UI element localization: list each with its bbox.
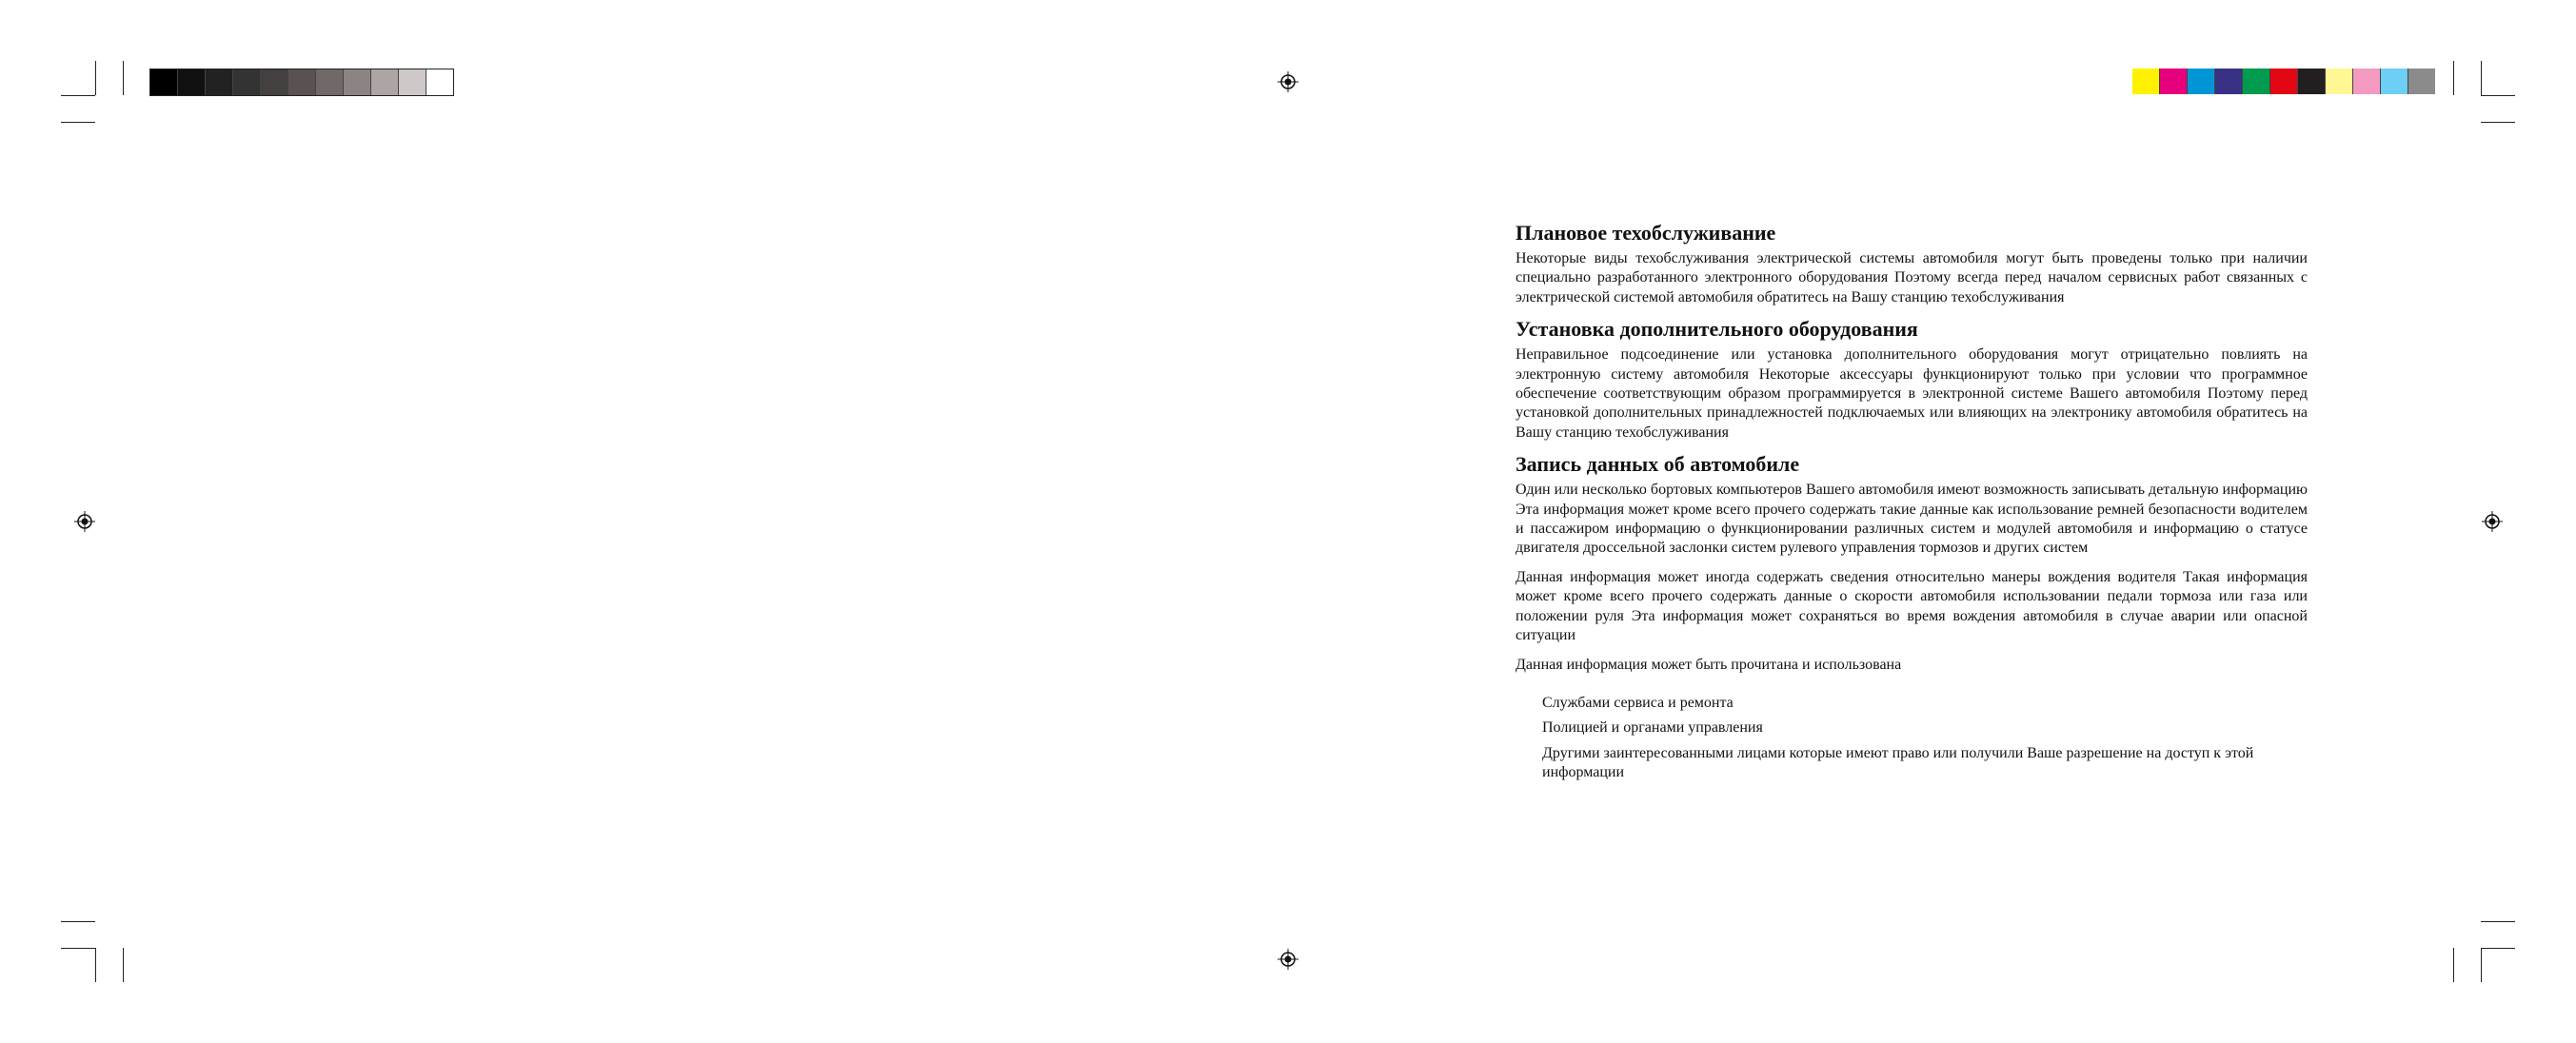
crop-mark-top-right-v2 (2453, 61, 2454, 95)
section-paragraph: Некоторые виды техобслуживания электрической системы автомобиля могут быть проведены только при наличии специально разработанного электронного оборудования Поэтому всегда перед началом сервисных работ связанных с электрической системой автомобиля обратитесь на Вашу станцию техобслуживания (1516, 250, 2308, 305)
section-paragraph: Данная информация может иногда содержать сведения относительно манеры вождения водителя Такая информация может кроме всего прочего содержать данные о скорости автомобиля использовании педали тормоза или газа или положении руля Эта информация может сохраняться во время вождения автомобиля в случае аварии или опасной ситуации (1516, 568, 2308, 644)
color-swatch (2188, 69, 2215, 94)
color-swatch (2326, 69, 2353, 94)
section-paragraph: Один или несколько бортовых компьютеров Вашего автомобиля имеют возможность записывать детальную информацию Эта информация может кроме всего прочего содержать такие данные как использование ремней безопасности водителем и пассажиром информацию о функционировании различных систем и модулей автомобиля и информацию о статусе двигателя дроссельной заслонки систем рулевого управления тормозов и других систем (1516, 482, 2308, 557)
crop-mark-bottom-left-v2 (123, 948, 124, 982)
color-swatch (2270, 69, 2298, 94)
color-swatch (2353, 69, 2381, 94)
color-swatch (2243, 69, 2270, 94)
crop-mark-top-left-v (95, 61, 96, 95)
list-item: Другими заинтересованными лицами которые имеют право или получили Ваше разрешение на доступ к этой информации (1542, 744, 2254, 781)
color-swatch (2160, 69, 2188, 94)
color-swatch (2215, 69, 2243, 94)
color-swatch (2132, 69, 2160, 94)
color-swatch (2381, 69, 2408, 94)
registration-mark-right-icon (2482, 511, 2503, 532)
registration-mark-left-icon (74, 511, 95, 532)
registration-mark-bottom-center-icon (1278, 949, 1298, 970)
section-additional-equipment (1516, 317, 2308, 443)
list-item: Службами сервиса и ремонта (1542, 694, 1734, 711)
color-calibration-bar (2132, 69, 2435, 94)
section-heading: Запись данных об автомобиле (1516, 452, 1800, 477)
crop-mark-top-right-h2 (2481, 122, 2515, 123)
gray-swatch (288, 69, 316, 95)
section-vehicle-data-recording (1516, 452, 2308, 675)
gray-swatch (399, 69, 426, 95)
section-heading: Плановое техобслуживание (1516, 221, 1776, 245)
crop-mark-bottom-left-h2 (61, 948, 95, 949)
crop-mark-top-left-v2 (123, 61, 124, 95)
crop-mark-top-left-h2 (61, 122, 95, 123)
recipients-list (1542, 694, 2308, 783)
gray-swatch (344, 69, 371, 95)
gray-swatch (371, 69, 399, 95)
crop-mark-bottom-right-v (2481, 948, 2482, 982)
crop-mark-top-right-v (2481, 61, 2482, 95)
crop-mark-top-right-h (2481, 95, 2515, 96)
list-item: Полицией и органами управления (1542, 719, 1763, 737)
crop-mark-bottom-right-h (2481, 921, 2515, 922)
gray-swatch (150, 69, 178, 95)
section-paragraph: Данная информация может быть прочитана и использована (1516, 656, 1902, 673)
color-swatch (2298, 69, 2326, 94)
page-content (1516, 221, 2308, 789)
gray-swatch (178, 69, 206, 95)
registration-mark-top-center-icon (1278, 71, 1298, 92)
crop-mark-top-left-h (61, 95, 95, 96)
crop-mark-bottom-right-v2 (2453, 948, 2454, 982)
gray-swatch (261, 69, 288, 95)
grayscale-calibration-bar (149, 69, 454, 96)
section-heading: Установка дополнительного оборудования (1516, 317, 1918, 342)
crop-mark-bottom-right-h2 (2481, 948, 2515, 949)
gray-swatch (426, 69, 453, 95)
color-swatch (2408, 69, 2435, 94)
section-maintenance (1516, 221, 2308, 307)
section-paragraph: Неправильное подсоединение или установка дополнительного оборудования могут отрицательно повлиять на электронную систему автомобиля Некоторые аксессуары функционируют только при условии что программное обеспечение соответствующим образом программируется в электронной системе Вашего автомобиля Поэтому перед установкой дополнительных принадлежностей подключаемых или влияющих на электронику автомобиля обратитесь на Вашу станцию техобслуживания (1516, 346, 2308, 441)
crop-mark-bottom-left-h (61, 921, 95, 922)
gray-swatch (233, 69, 261, 95)
gray-swatch (206, 69, 233, 95)
crop-mark-bottom-left-v (95, 948, 96, 982)
gray-swatch (316, 69, 344, 95)
